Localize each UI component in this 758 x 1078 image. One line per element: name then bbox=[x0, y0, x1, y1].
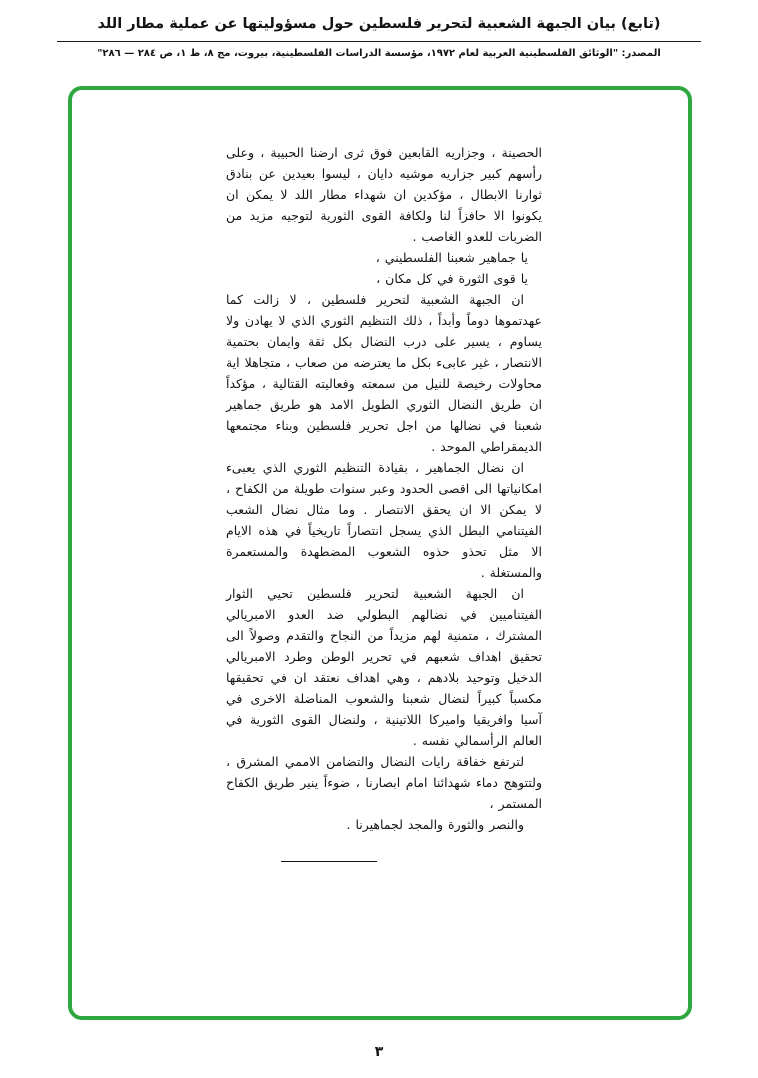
document-title: (تابع) بيان الجبهة الشعبية لتحرير فلسطين حول مسؤوليتها عن عملية مطار اللد bbox=[97, 16, 661, 32]
body-paragraph: ان نضال الجماهير ، بقيادة التنظيم الثوري الذي يعبىء امكانياتها الى اقصى الحدود وعبر سنوات طويلة من الكفاح ، لا يمكن الا ان يحقق الانتصار . وما مثال نضال الشعب الفيتنامي البطل الذي يسجل انتصاراً تاريخياً في هذه الايام الا مثل تحذو حذوه الشعوب المضطهدة والمستعمرة والمستغلة . bbox=[226, 460, 542, 580]
header-divider bbox=[57, 41, 701, 42]
body-text-column bbox=[226, 142, 542, 862]
body-paragraph: يا جماهير شعبنا الفلسطيني ، bbox=[375, 250, 528, 265]
page-header bbox=[0, 0, 758, 59]
page-number: ٣ bbox=[374, 1044, 384, 1060]
body-paragraph: يا قوى الثورة في كل مكان ، bbox=[376, 271, 528, 286]
body-paragraph: ان الجبهة الشعبية لتحرير فلسطين ، لا زالت كما عهدتموها دوماً وأبداً ، ذلك التنظيم الثوري الذي لا يهادن ولا يساوم ، يسير على درب النضال بكل ثقة وايمان بحتمية الانتصار ، غير عابىء بكل ما يعترضه من صعاب ، متجاهلا اية محاولات رخيصة للنيل من سمعته وفعاليته القتالية ، مؤكداً ان طريق النضال الثوري الطويل الامد هو طريق جماهير شعبنا في نضالها من اجل تحرير فلسطين وبناء مجتمعها الديمقراطي الموحد . bbox=[226, 292, 542, 454]
body-paragraph: لترتفع خفاقة رايات النضال والتضامن الاممي المشرق ، ولتتوهج دماء شهدائنا امام ابصارنا ، ضوءاً ينير طريق الكفاح المستمر ، bbox=[226, 754, 542, 811]
body-paragraph: ان الجبهة الشعبية لتحرير فلسطين تحيي الثوار الفيتناميين في نضالهم البطولي ضد العدو الامبريالي المشترك ، متمنية لهم مزيداً من النجاح والتقدم وصولاً الى تحقيق اهداف شعبهم في تحرير الوطن وطرد الامبريالي الدخيل وتوحيد بلادهم ، وهي اهداف نعتقد ان في تحقيقها مكسباً كبيراً لنضال شعبنا والشعوب المناضلة الاخرى في آسيا وافريقيا واميركا اللاتينية ، ولنضال القوى الثورية في العالم الرأسمالي نفسه . bbox=[226, 586, 542, 748]
body-paragraph: الحصينة ، وجزاريه القابعين فوق ثرى ارضنا الحبيبة ، وعلى رأسهم كبير جزاريه موشيه دايان ، ليسوا بعيدين عن بنادق ثوارنا الابطال ، مؤكدين ان شهداء مطار اللد لا يمكن ان يكونوا الا حافزاً لنا ولكافة القوى الثورية لتوجيه مزيد من الضربات للعدو الغاصب . bbox=[226, 145, 542, 244]
document-source-line: المصدر: "الوثائق الفلسطينية العربية لعام ١٩٧٢، مؤسسة الدراسات الفلسطينية، بيروت، مج ٨، ط ١، ص ٢٨٤ — ٢٨٦" bbox=[97, 48, 661, 59]
body-paragraph: والنصر والثورة والمجد لجماهيرنا . bbox=[346, 817, 524, 832]
green-frame bbox=[68, 86, 692, 1020]
end-of-text-divider bbox=[281, 861, 377, 862]
